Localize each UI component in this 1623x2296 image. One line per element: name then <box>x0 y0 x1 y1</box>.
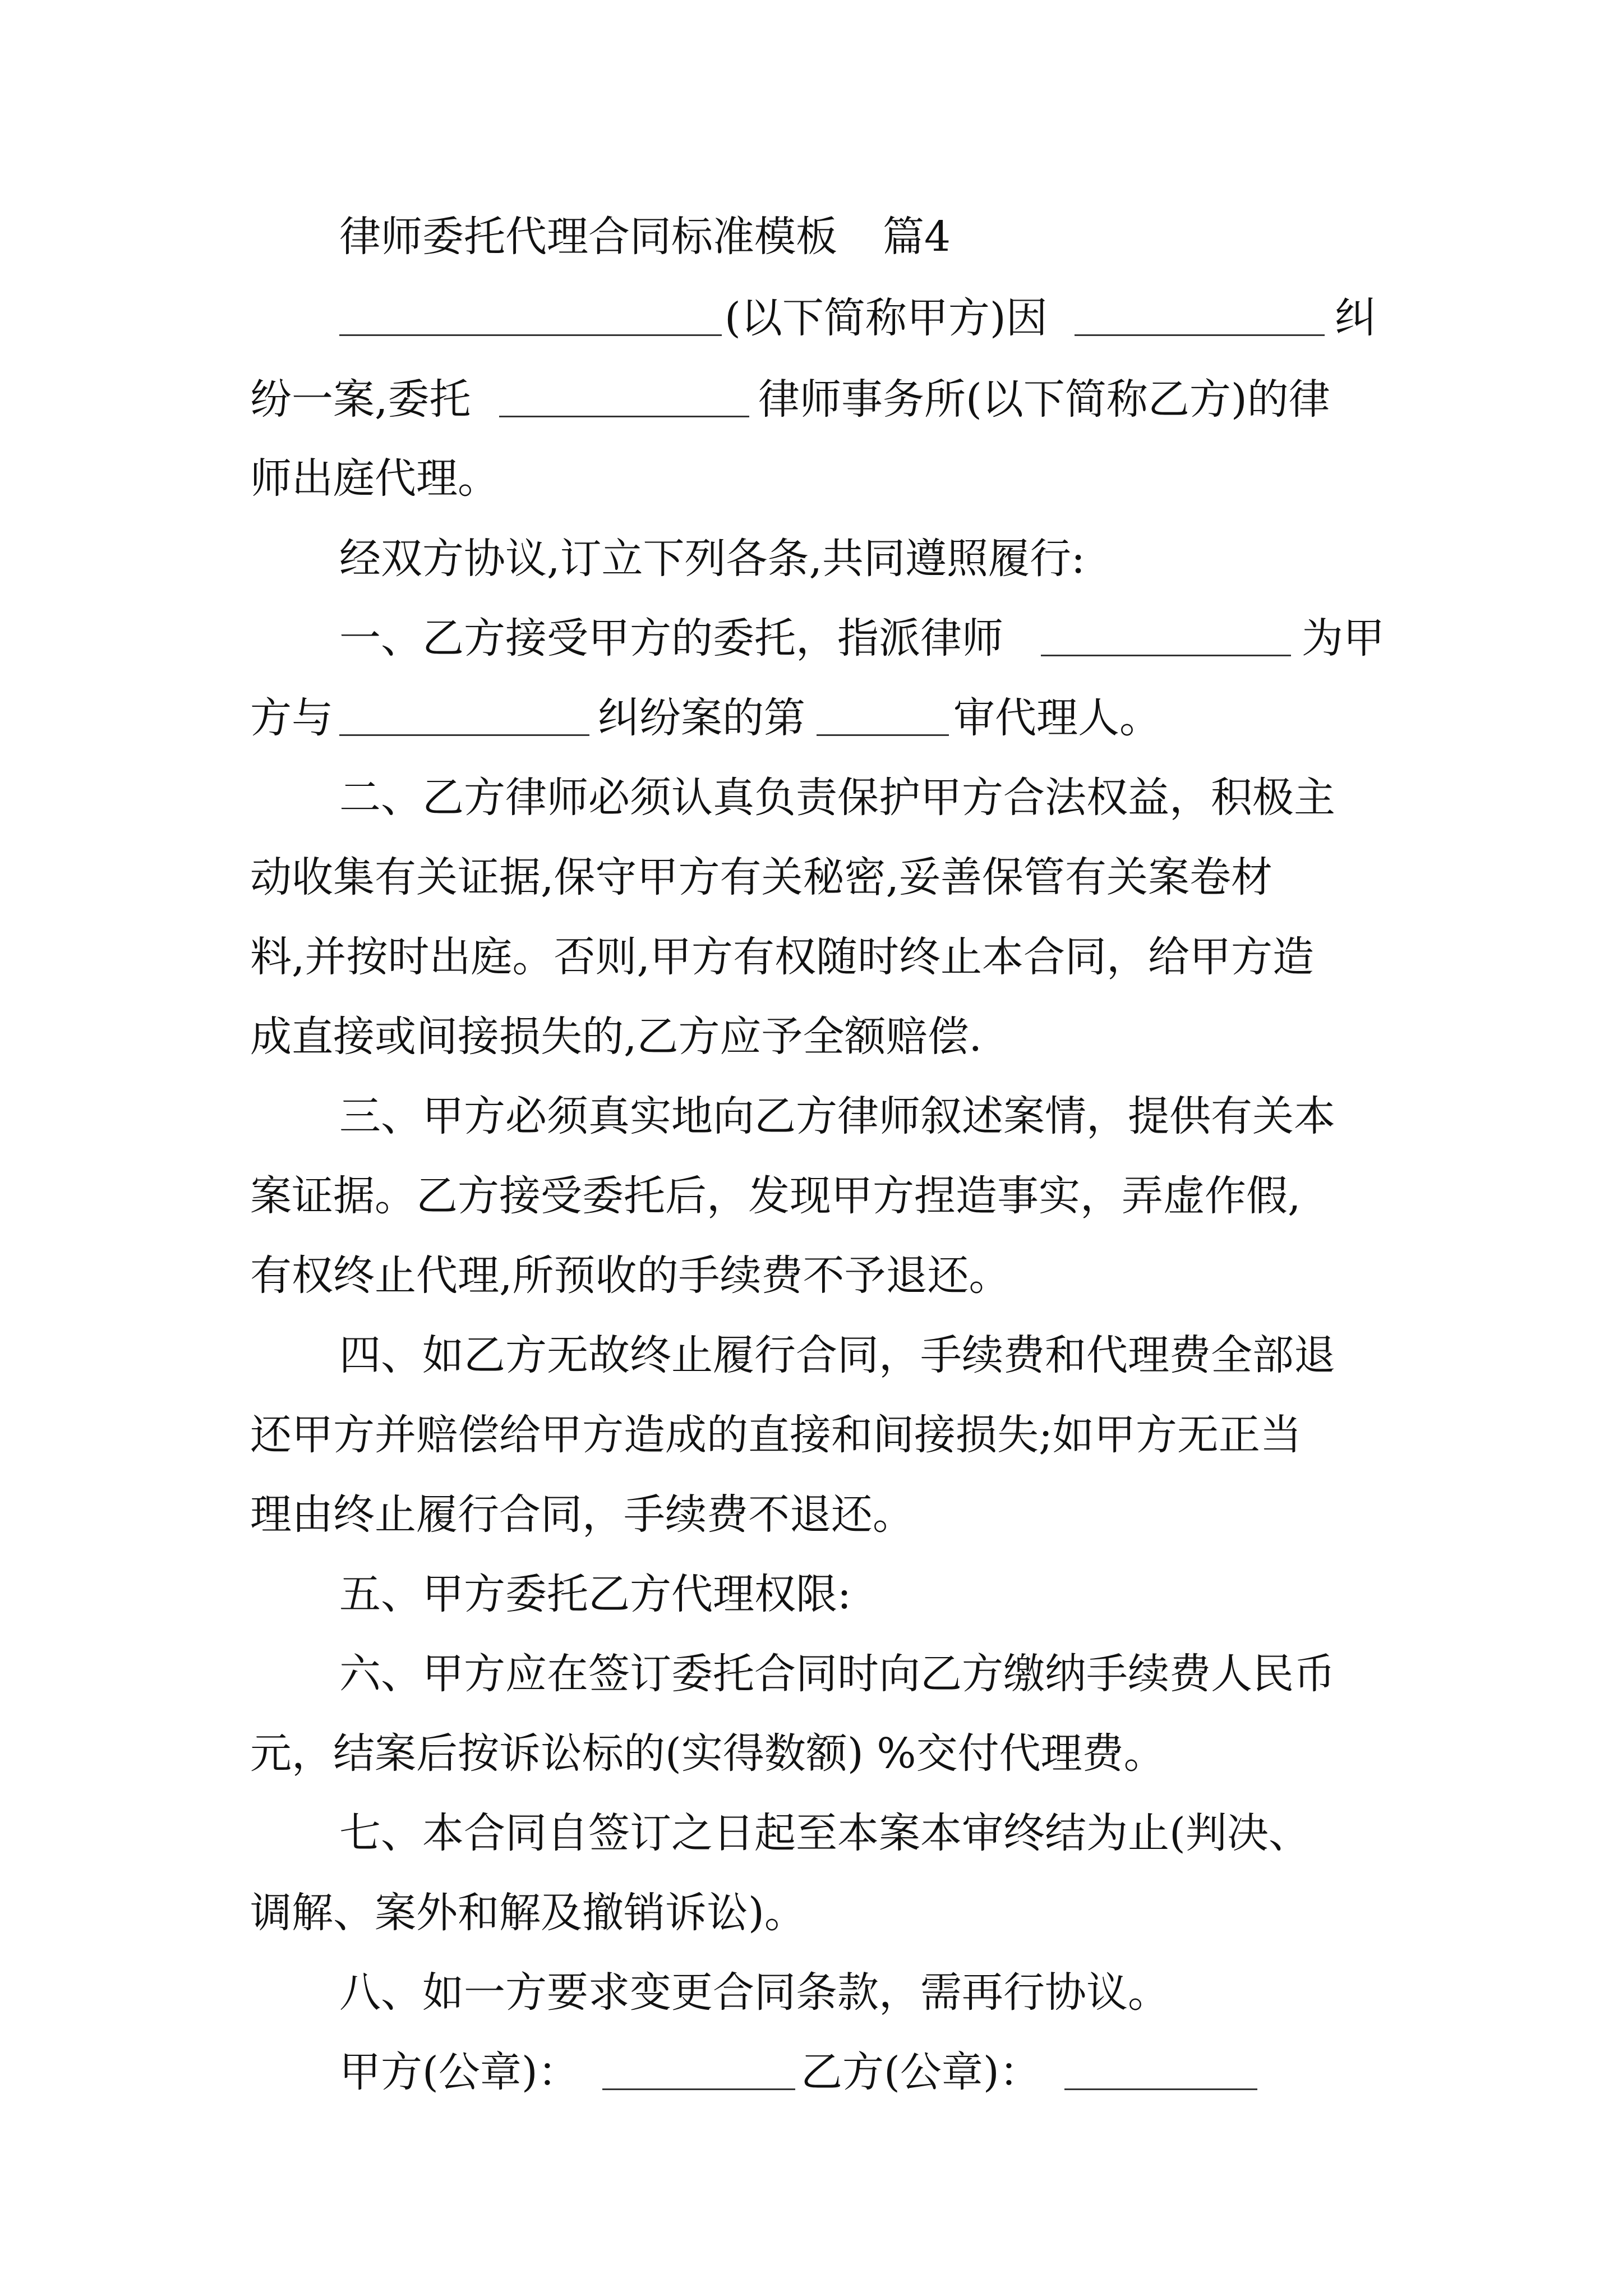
clause-2-text-3: 料,并按时出庭。否则,甲方有权随时终止本合同，给甲方造 <box>250 933 1315 981</box>
clause-1-text-1: 一、乙方接受甲方的委托，指派律师 <box>339 614 1003 662</box>
dispute-type-blank[interactable] <box>1075 334 1325 336</box>
clause-2-text-1: 二、乙方律师必须认真负责保护甲方合法权益，积极主 <box>339 774 1335 822</box>
intro-text-3: 纷一案,委托 <box>250 375 471 424</box>
party-a-name-blank[interactable] <box>339 334 722 336</box>
intro-text-4: 律师事务所(以下简称乙方)的律 <box>758 375 1330 424</box>
clause-1-text-4: 纠纷案的第 <box>598 694 805 742</box>
intro-text-5: 师出庭代理。 <box>250 454 499 503</box>
clause-8-text: 八、如一方要求变更合同条款，需再行协议。 <box>339 1968 1169 2017</box>
assigned-lawyer-blank[interactable] <box>1041 655 1291 656</box>
clause-7-text-2: 调解、案外和解及撤销诉讼)。 <box>250 1889 806 1937</box>
agreement-text: 经双方协议,订立下列各条,共同遵照履行: <box>339 535 1085 583</box>
clause-6-text-2: 元，结案后按诉讼标的(实得数额) %交付代理费。 <box>250 1729 1165 1778</box>
party-a-seal-blank[interactable] <box>602 2088 795 2090</box>
party-a-seal-label: 甲方(公章)： <box>339 2048 579 2096</box>
party-b-seal-blank[interactable] <box>1064 2088 1257 2090</box>
clause-7-text-1: 七、本合同自签订之日起至本案本审终结为止(判决、 <box>339 1809 1310 1857</box>
law-firm-name-blank[interactable] <box>499 416 749 417</box>
clause-1-text-3: 方与 <box>250 694 333 742</box>
clause-4-text-2: 还甲方并赔偿给甲方造成的直接和间接损失;如甲方无正当 <box>250 1411 1302 1459</box>
clause-1-text-2: 为甲 <box>1302 614 1385 662</box>
clause-3-text-1: 三、甲方必须真实地向乙方律师叙述案情，提供有关本 <box>339 1092 1335 1140</box>
clause-4-text-3: 理由终止履行合同，手续费不退还。 <box>250 1490 914 1539</box>
clause-3-text-3: 有权终止代理,所预收的手续费不予退还。 <box>250 1251 1011 1300</box>
opposing-party-blank[interactable] <box>339 734 589 736</box>
clause-2-text-2: 动收集有关证据,保守甲方有关秘密,妥善保管有关案卷材 <box>250 853 1273 901</box>
clause-4-text-1: 四、如乙方无故终止履行合同，手续费和代理费全部退 <box>339 1331 1335 1379</box>
clause-2-text-4: 成直接或间接损失的,乙方应予全额赔偿. <box>250 1013 983 1061</box>
title-section: 篇4 <box>883 213 951 261</box>
intro-text-1: (以下简称甲方)因 <box>725 294 1048 342</box>
title-main: 律师委托代理合同标准模板 <box>339 213 837 261</box>
party-b-seal-label: 乙方(公章)： <box>801 2048 1041 2096</box>
intro-text-2: 纠 <box>1335 294 1376 342</box>
clause-1-text-5: 审代理人。 <box>953 694 1161 742</box>
clause-3-text-2: 案证据。乙方接受委托后，发现甲方捏造事实，弄虚作假, <box>250 1172 1301 1220</box>
clause-6-text-1: 六、甲方应在签订委托合同时向乙方缴纳手续费人民币 <box>339 1650 1335 1698</box>
clause-5-text: 五、甲方委托乙方代理权限: <box>339 1570 851 1618</box>
trial-instance-blank[interactable] <box>817 734 949 736</box>
